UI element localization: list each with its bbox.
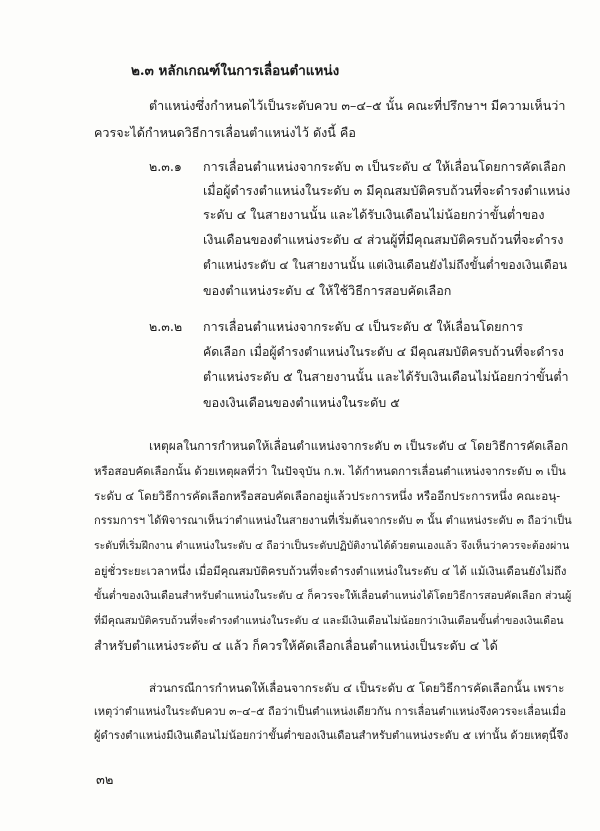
item-number: ๒.๓.๒ [149, 319, 183, 334]
paragraph-line: อยู่ชั่วระยะเวลาหนึ่ง เมื่อมีคุณสมบัติครบถ้วนที่จะดำรงตำแหน่งในระดับ ๔ ได้ แม้เงินเดือนยังไม่ถึง [94, 564, 567, 578]
item-line: เงินเดือนของตำแหน่งระดับ ๔ ส่วนผู้ที่มีคุณสมบัติครบถ้วนที่จะดำรง [203, 232, 564, 247]
paragraph-line: ที่มีคุณสมบัติครบถ้วนที่จะดำรงตำแหน่งในระดับ ๔ และมีเงินเดือนไม่น้อยกว่าเงินเดือนขั้นต่ำของเงินเดือน [94, 615, 564, 627]
item-line: ตำแหน่งระดับ ๕ ในสายงานนั้น และได้รับเงินเดือนไม่น้อยกว่าขั้นต่ำ [203, 369, 569, 384]
paragraph-line: ส่วนกรณีการกำหนดให้เลื่อนจากระดับ ๔ เป็นระดับ ๕ โดยวิธีการคัดเลือกนั้น เพราะ [149, 681, 565, 695]
item-line: ระดับ ๔ ในสายงานนั้น และได้รับเงินเดือนไม่น้อยกว่าขั้นต่ำของ [203, 207, 545, 222]
intro-line-1: ตำแหน่งซึ่งกำหนดไว้เป็นระดับควบ ๓–๔–๕ นั้น คณะที่ปรึกษาฯ มีความเห็นว่า [149, 98, 566, 113]
item-line: ของตำแหน่งระดับ ๔ ให้ใช้วิธีการสอบคัดเลือก [203, 283, 452, 298]
paragraph-line: กรรมการฯ ได้พิจารณาเห็นว่าตำแหน่งในสายงานที่เริ่มต้นจากระดับ ๓ นั้น ตำแหน่งระดับ ๓ ถือว่าเป็น [94, 514, 572, 527]
section-heading: ๒.๓ หลักเกณฑ์ในการเลื่อนตำแหน่ง [131, 63, 340, 79]
paragraph-line: เหตุว่าตำแหน่งในระดับควบ ๓–๔–๕ ถือว่าเป็นตำแหน่งเดียวกัน การเลื่อนตำแหน่งจึงควรจะเลื่อนเมื่อ [94, 705, 566, 718]
paragraph-line: ระดับที่เริ่มฝึกงาน ตำแหน่งในระดับ ๔ ถือว่าเป็นระดับปฏิบัติงานได้ด้วยตนเองแล้ว จึงเห็นว่าควรจะต้องผ่าน [94, 540, 570, 552]
paragraph-line: เหตุผลในการกำหนดให้เลื่อนตำแหน่งจากระดับ ๓ เป็นระดับ ๔ โดยวิธีการคัดเลือก [149, 439, 569, 453]
item-line: การเลื่อนตำแหน่งจากระดับ ๓ เป็นระดับ ๔ ให้เลื่อนโดยการคัดเลือก [203, 159, 566, 174]
intro-line-2: ควรจะได้กำหนดวิธีการเลื่อนตำแหน่งไว้ ดังนี้ คือ [94, 125, 356, 140]
paragraph-line: ผู้ดำรงตำแหน่งมีเงินเดือนไม่น้อยกว่าขั้นต่ำของเงินเดือนสำหรับตำแหน่งระดับ ๕ เท่านั้น ด้วยเหตุนี้จึง [94, 729, 569, 742]
item-line: คัดเลือก เมื่อผู้ดำรงตำแหน่งในระดับ ๔ มีคุณสมบัติครบถ้วนที่จะดำรง [203, 345, 564, 359]
item-line: เมื่อผู้ดำรงตำแหน่งในระดับ ๓ มีคุณสมบัติครบถ้วนที่จะดำรงตำแหน่ง [203, 183, 571, 198]
item-number: ๒.๓.๑ [149, 159, 182, 174]
paragraph-line: ระดับ ๔ โดยวิธีการคัดเลือกหรือสอบคัดเลือกอยู่แล้วประการหนึ่ง หรืออีกประการหนึ่ง คณะอนุ- [94, 489, 561, 503]
paragraph-line: สำหรับตำแหน่งระดับ ๔ แล้ว ก็ควรให้คัดเลือกเลื่อนตำแหน่งเป็นระดับ ๔ ได้ [94, 638, 498, 653]
paragraph-line: ขั้นต่ำของเงินเดือนสำหรับตำแหน่งในระดับ ๔ ก็ควรจะให้เลื่อนตำแหน่งได้โดยวิธีการสอบคัดเลือก ส่วนผู้ [94, 589, 572, 602]
item-line: การเลื่อนตำแหน่งจากระดับ ๔ เป็นระดับ ๕ ให้เลื่อนโดยการ [203, 319, 523, 334]
paragraph-line: หรือสอบคัดเลือกนั้น ด้วยเหตุผลที่ว่า ในปัจจุบัน ก.พ. ได้กำหนดการเลื่อนตำแหน่งจากระดับ ๓ เป็น [94, 464, 566, 478]
item-line: ของเงินเดือนของตำแหน่งในระดับ ๕ [203, 395, 400, 410]
item-line: ตำแหน่งระดับ ๔ ในสายงานนั้น แต่เงินเดือนยังไม่ถึงขั้นต่ำของเงินเดือน [203, 258, 568, 272]
page-number: ๓๒ [96, 773, 114, 788]
